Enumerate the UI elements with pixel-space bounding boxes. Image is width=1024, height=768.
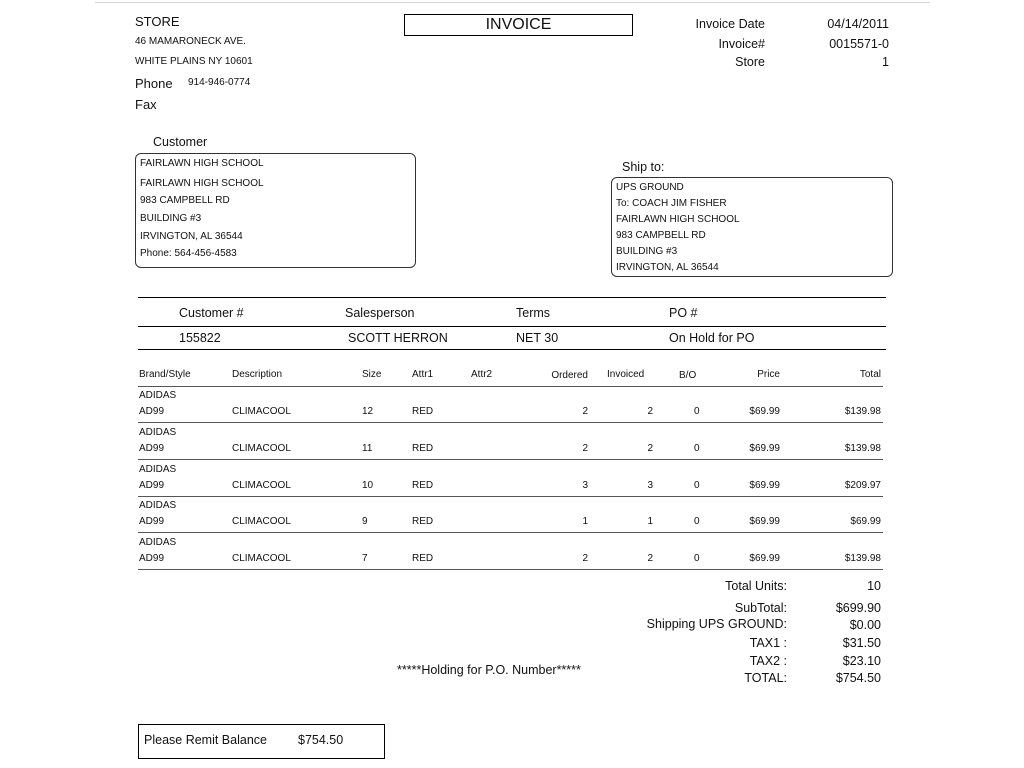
divider xyxy=(138,349,886,350)
item-brand: ADIDAS xyxy=(139,426,177,438)
item-attr1: RED xyxy=(412,553,434,565)
item-size: 11 xyxy=(362,442,373,454)
item-bo: 0 xyxy=(694,442,700,454)
ship-to-label: Ship to: xyxy=(622,160,665,174)
item-price: $69.99 xyxy=(749,553,780,565)
item-style: AD99 xyxy=(139,516,165,528)
ship-to-line: 983 CAMPBELL RD xyxy=(616,230,706,241)
column-header-price: Price xyxy=(757,369,780,380)
item-description: CLIMACOOL xyxy=(232,479,291,491)
po-value: On Hold for PO xyxy=(669,331,755,345)
tax2-value: $23.10 xyxy=(842,654,881,668)
subtotal-value: $699.90 xyxy=(835,601,881,615)
item-attr1: RED xyxy=(412,479,434,491)
column-header-ordered: Ordered xyxy=(551,370,588,381)
row-divider xyxy=(138,422,883,423)
store-address-2: WHITE PLAINS NY 10601 xyxy=(135,56,253,67)
item-style: AD99 xyxy=(139,406,165,417)
invoice-date: 04/14/2011 xyxy=(827,17,889,31)
item-style: AD99 xyxy=(139,442,165,454)
item-price: $69.99 xyxy=(749,406,780,417)
item-ordered: 2 xyxy=(582,406,588,417)
salesperson-value: SCOTT HERRON xyxy=(348,331,448,345)
item-brand: ADIDAS xyxy=(139,390,177,401)
customer-line: FAIRLAWN HIGH SCHOOL xyxy=(140,158,264,169)
column-header-total: Total xyxy=(859,369,881,380)
row-divider xyxy=(138,496,883,497)
item-attr1: RED xyxy=(412,406,434,417)
item-ordered: 2 xyxy=(582,553,588,565)
remit-label: Please Remit Balance xyxy=(144,733,267,747)
subtotal-label: SubTotal: xyxy=(734,601,787,615)
item-total: $139.98 xyxy=(844,553,881,565)
remit-amount: $754.50 xyxy=(298,733,344,747)
invoice-number: 0015571-0 xyxy=(829,37,889,51)
invoice-title: INVOICE xyxy=(404,14,633,36)
item-bo: 0 xyxy=(694,553,700,565)
column-header-size: Size xyxy=(362,369,382,380)
item-total: $139.98 xyxy=(844,442,881,454)
customer-line: FAIRLAWN HIGH SCHOOL xyxy=(140,178,264,189)
terms-value: NET 30 xyxy=(516,331,559,345)
shipping-label: Shipping UPS GROUND: xyxy=(646,617,787,631)
column-header-bo: B/O xyxy=(679,370,697,381)
item-brand: ADIDAS xyxy=(139,537,177,549)
customer-box xyxy=(135,153,416,268)
grand-total-value: $754.50 xyxy=(835,671,881,685)
store-number: 1 xyxy=(882,55,889,69)
item-ordered: 2 xyxy=(582,442,588,454)
item-invoiced: 2 xyxy=(647,406,653,417)
item-size: 7 xyxy=(362,553,368,565)
grand-total-label: TOTAL: xyxy=(744,671,787,685)
po-header: PO # xyxy=(669,306,698,320)
item-attr1: RED xyxy=(412,516,434,528)
terms-header: Terms xyxy=(516,306,551,320)
column-header-description: Description xyxy=(232,369,283,380)
top-border xyxy=(95,2,930,3)
column-header-attr1: Attr1 xyxy=(412,369,434,380)
item-size: 10 xyxy=(362,479,374,491)
item-invoiced: 3 xyxy=(647,479,653,491)
row-divider xyxy=(138,459,883,460)
item-style: AD99 xyxy=(139,479,165,491)
store-address-1: 46 MAMARONECK AVE. xyxy=(135,36,246,47)
ship-to-line: To: COACH JIM FISHER xyxy=(616,198,727,209)
customer-line: IRVINGTON, AL 36544 xyxy=(140,231,243,242)
item-brand: ADIDAS xyxy=(139,463,177,475)
item-price: $69.99 xyxy=(749,516,780,528)
salesperson-header: Salesperson xyxy=(345,306,415,320)
total-units-label: Total Units: xyxy=(725,579,787,593)
customer-line: 983 CAMPBELL RD xyxy=(140,195,230,206)
total-units-value: 10 xyxy=(867,579,881,593)
ship-to-line: FAIRLAWN HIGH SCHOOL xyxy=(616,214,740,225)
item-price: $69.99 xyxy=(749,442,780,454)
ship-to-line: IRVINGTON, AL 36544 xyxy=(616,262,719,273)
item-style: AD99 xyxy=(139,553,165,565)
row-divider xyxy=(138,532,883,533)
item-invoiced: 2 xyxy=(647,442,653,454)
row-divider xyxy=(138,569,883,570)
tax1-value: $31.50 xyxy=(842,636,881,650)
holding-note: *****Holding for P.O. Number***** xyxy=(397,663,581,677)
item-attr1: RED xyxy=(412,442,434,454)
customer-no-header: Customer # xyxy=(179,306,244,320)
item-bo: 0 xyxy=(694,479,700,491)
divider xyxy=(138,297,886,298)
item-description: CLIMACOOL xyxy=(232,516,291,528)
item-brand: ADIDAS xyxy=(139,500,177,512)
column-header-attr2: Attr2 xyxy=(471,369,493,380)
ship-to-line: UPS GROUND xyxy=(616,182,684,193)
item-description: CLIMACOOL xyxy=(232,406,291,417)
column-header-invoiced: Invoiced xyxy=(607,369,645,380)
divider xyxy=(138,326,886,327)
customer-line: BUILDING #3 xyxy=(140,213,202,224)
store-name: STORE xyxy=(135,14,180,29)
ship-to-box xyxy=(611,177,893,277)
item-total: $139.98 xyxy=(844,406,881,417)
tax2-label: TAX2 : xyxy=(749,654,787,668)
shipping-value: $0.00 xyxy=(849,618,881,632)
customer-label: Customer xyxy=(153,135,208,149)
store-number-label: Store xyxy=(735,55,765,69)
column-header-brand-style: Brand/Style xyxy=(139,369,191,380)
item-invoiced: 2 xyxy=(647,553,653,565)
tax1-label: TAX1 : xyxy=(749,636,787,650)
customer-no-value: 155822 xyxy=(179,331,221,345)
store-phone: 914-946-0774 xyxy=(188,77,251,88)
item-ordered: 1 xyxy=(582,516,588,528)
item-size: 9 xyxy=(362,516,368,528)
invoice-number-label: Invoice# xyxy=(718,37,765,51)
item-price: $69.99 xyxy=(749,479,780,491)
store-fax-label: Fax xyxy=(135,97,157,112)
customer-line: Phone: 564-456-4583 xyxy=(140,248,237,259)
item-bo: 0 xyxy=(694,406,700,417)
ship-to-line: BUILDING #3 xyxy=(616,246,678,257)
item-invoiced: 1 xyxy=(647,516,653,528)
item-size: 12 xyxy=(362,406,374,417)
item-description: CLIMACOOL xyxy=(232,553,291,565)
remit-balance-box xyxy=(138,724,385,759)
item-ordered: 3 xyxy=(582,479,588,491)
invoice-date-label: Invoice Date xyxy=(695,17,765,31)
item-description: CLIMACOOL xyxy=(232,442,291,454)
item-total: $209.97 xyxy=(844,479,881,491)
item-total: $69.99 xyxy=(850,516,881,528)
divider xyxy=(138,386,883,387)
item-bo: 0 xyxy=(694,516,700,528)
store-phone-label: Phone xyxy=(135,76,173,91)
